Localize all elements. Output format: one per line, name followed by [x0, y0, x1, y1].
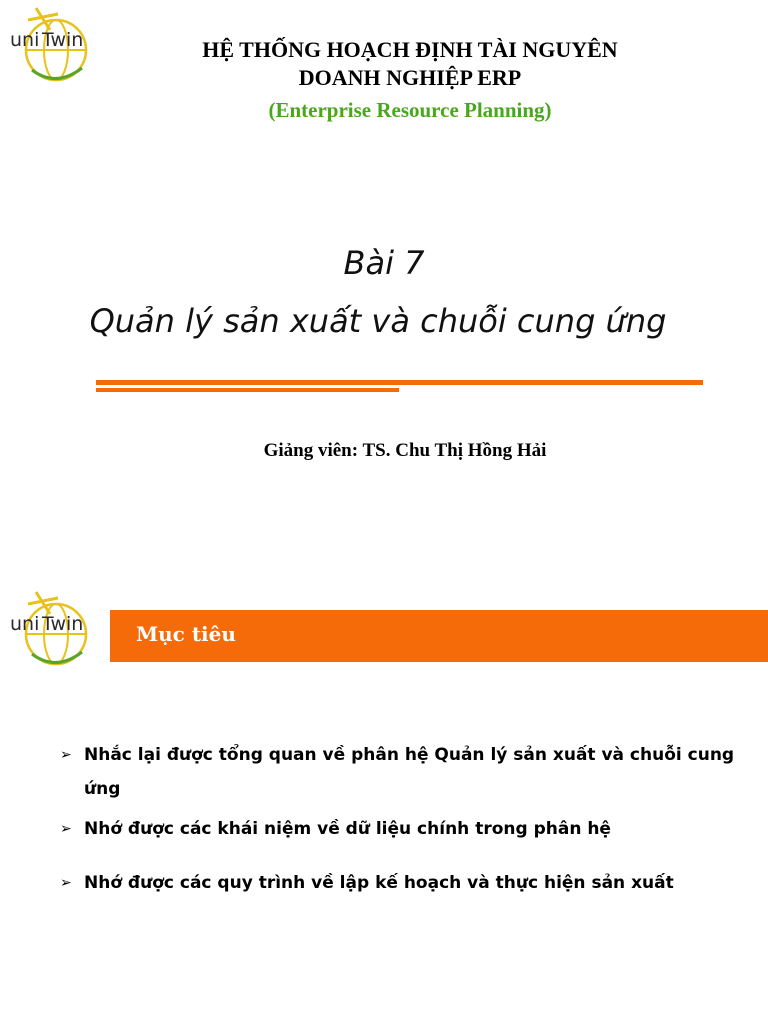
list-item-text: Nhớ được các khái niệm về dữ liệu chính trong phân hệ	[84, 819, 611, 839]
divider-short	[96, 388, 399, 392]
arrow-bullet-icon: ➢	[60, 747, 72, 763]
svg-text:Twin: Twin	[42, 29, 84, 51]
arrow-bullet-icon: ➢	[60, 875, 72, 891]
divider-long	[96, 380, 703, 385]
list-item-text: Nhắc lại được tổng quan về phân hệ Quản lý sản xuất và chuỗi cung ứng	[84, 745, 735, 799]
lesson-title: Quản lý sản xuất và chuỗi cung ứng	[89, 302, 667, 340]
list-item	[60, 812, 760, 846]
course-title-line1: HỆ THỐNG HOẠCH ĐỊNH TÀI NGUYÊN	[202, 37, 618, 62]
svg-text:uni: uni	[10, 613, 40, 635]
section-header-banner	[110, 610, 768, 662]
objectives-slide	[0, 560, 768, 1024]
list-item-text: Nhớ được các quy trình về lập kế hoạch và thực hiện sản xuất	[84, 873, 674, 893]
section-heading: Mục tiêu	[136, 622, 236, 646]
svg-text:Twin: Twin	[42, 613, 84, 635]
svg-text:uni: uni	[10, 29, 40, 51]
course-title-line2: DOANH NGHIỆP ERP	[298, 65, 522, 90]
list-item	[60, 738, 760, 806]
arrow-bullet-icon: ➢	[60, 821, 72, 837]
course-title	[110, 36, 710, 92]
lesson-number: Bài 7	[343, 244, 425, 282]
list-item	[60, 866, 760, 900]
objectives-list	[60, 738, 760, 920]
instructor-name: Giảng viên: TS. Chu Thị Hồng Hải	[263, 440, 547, 461]
unitwin-logo	[6, 0, 98, 92]
course-subtitle: (Enterprise Resource Planning)	[268, 98, 552, 122]
unitwin-logo	[6, 584, 98, 676]
